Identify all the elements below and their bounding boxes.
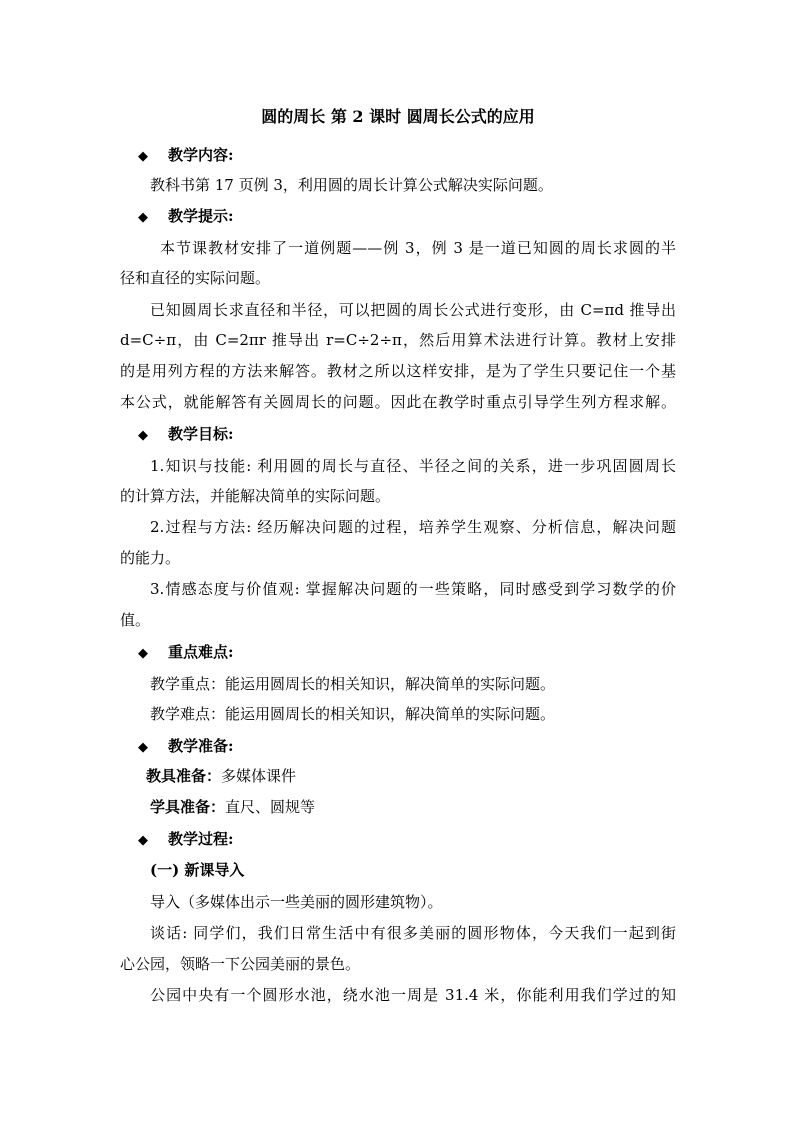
diamond-bullet-icon: ◆	[138, 149, 148, 164]
diamond-bullet-icon: ◆	[138, 428, 148, 443]
content-text: 教科书第 17 页例 3，利用圆的周长计算公式解决实际问题。	[150, 176, 553, 194]
section-heading-goals	[138, 424, 234, 446]
section-heading-content	[138, 145, 234, 167]
diamond-bullet-icon: ◆	[138, 833, 148, 848]
student-tools-line	[150, 797, 676, 817]
goal-1-line2: 的计算方法，并能解决简单的实际问题。	[120, 487, 391, 505]
heading-text: 教学内容:	[168, 146, 234, 164]
key-difficulty-text: 教学难点：能运用圆周长的相关知识，解决简单的实际问题。	[150, 705, 556, 723]
subsection-new-lesson-intro: (一) 新课导入	[150, 861, 245, 879]
section-heading-hints	[138, 206, 234, 228]
goal-3-line2: 值。	[120, 611, 151, 629]
hints-p1-line1: 本节课教材安排了一道例题——例 3，例 3 是一道已知圆的周长求圆的半	[160, 239, 676, 257]
student-tools-label: 学具准备：	[150, 798, 226, 816]
document-title: 圆的周长 第 2 课时 圆周长公式的应用	[261, 107, 535, 126]
teacher-tools-value: 多媒体课件	[221, 767, 297, 785]
teacher-tools-label: 教具准备：	[146, 767, 222, 785]
hints-p2-line1: 已知圆周长求直径和半径，可以把圆的周长公式进行变形，由 C=πd 推导出	[150, 301, 676, 319]
heading-text: 重点难点:	[168, 643, 234, 661]
section-heading-prep	[138, 736, 234, 758]
hints-p2-line4: 本公式，就能解答有关圆周长的问题。因此在教学时重点引导学生列方程求解。	[120, 393, 676, 411]
goal-3-line1: 3.情感态度与价值观: 掌握解决问题的一些策略，同时感受到学习数学的价	[150, 580, 676, 598]
key-focus-text: 教学重点：能运用圆周长的相关知识，解决简单的实际问题。	[150, 675, 556, 693]
diamond-bullet-icon: ◆	[138, 740, 148, 755]
talk-line1: 谈话: 同学们，我们日常生活中有很多美丽的圆形物体，今天我们一起到街	[150, 924, 676, 942]
goal-2-line2: 的能力。	[120, 549, 181, 567]
section-heading-key-points	[138, 642, 234, 664]
heading-text: 教学准备:	[168, 737, 234, 755]
diamond-bullet-icon: ◆	[138, 646, 148, 661]
hints-p1-line2: 径和直径的实际问题。	[120, 269, 271, 287]
goal-1-line1: 1.知识与技能: 利用圆的周长与直径、半径之间的关系，进一步巩固圆周长	[150, 457, 676, 475]
hints-p2-line3: 的是用列方程的方法来解答。教材之所以这样安排，是为了学生只要记住一个基	[120, 362, 676, 380]
heading-text: 教学提示:	[168, 207, 234, 225]
goal-2-line1: 2.过程与方法: 经历解决问题的过程，培养学生观察、分析信息，解决问题	[150, 518, 676, 536]
hints-p2-line2: d=C÷π，由 C=2πr 推导出 r=C÷2÷π，然后用算术法进行计算。教材上安排	[120, 331, 676, 349]
intro-text: 导入（多媒体出示一些美丽的圆形建筑物）。	[150, 893, 443, 911]
teacher-tools-line	[146, 766, 676, 786]
talk-line2: 心公园，领略一下公园美丽的景色。	[120, 955, 361, 973]
student-tools-value: 直尺、圆规等	[225, 798, 316, 816]
diamond-bullet-icon: ◆	[138, 210, 148, 225]
park-line1: 公园中央有一个圆形水池，绕水池一周是 31.4 米，你能利用我们学过的知	[150, 986, 676, 1004]
heading-text: 教学目标:	[168, 425, 234, 443]
heading-text: 教学过程:	[168, 830, 234, 848]
section-heading-process	[138, 829, 234, 851]
